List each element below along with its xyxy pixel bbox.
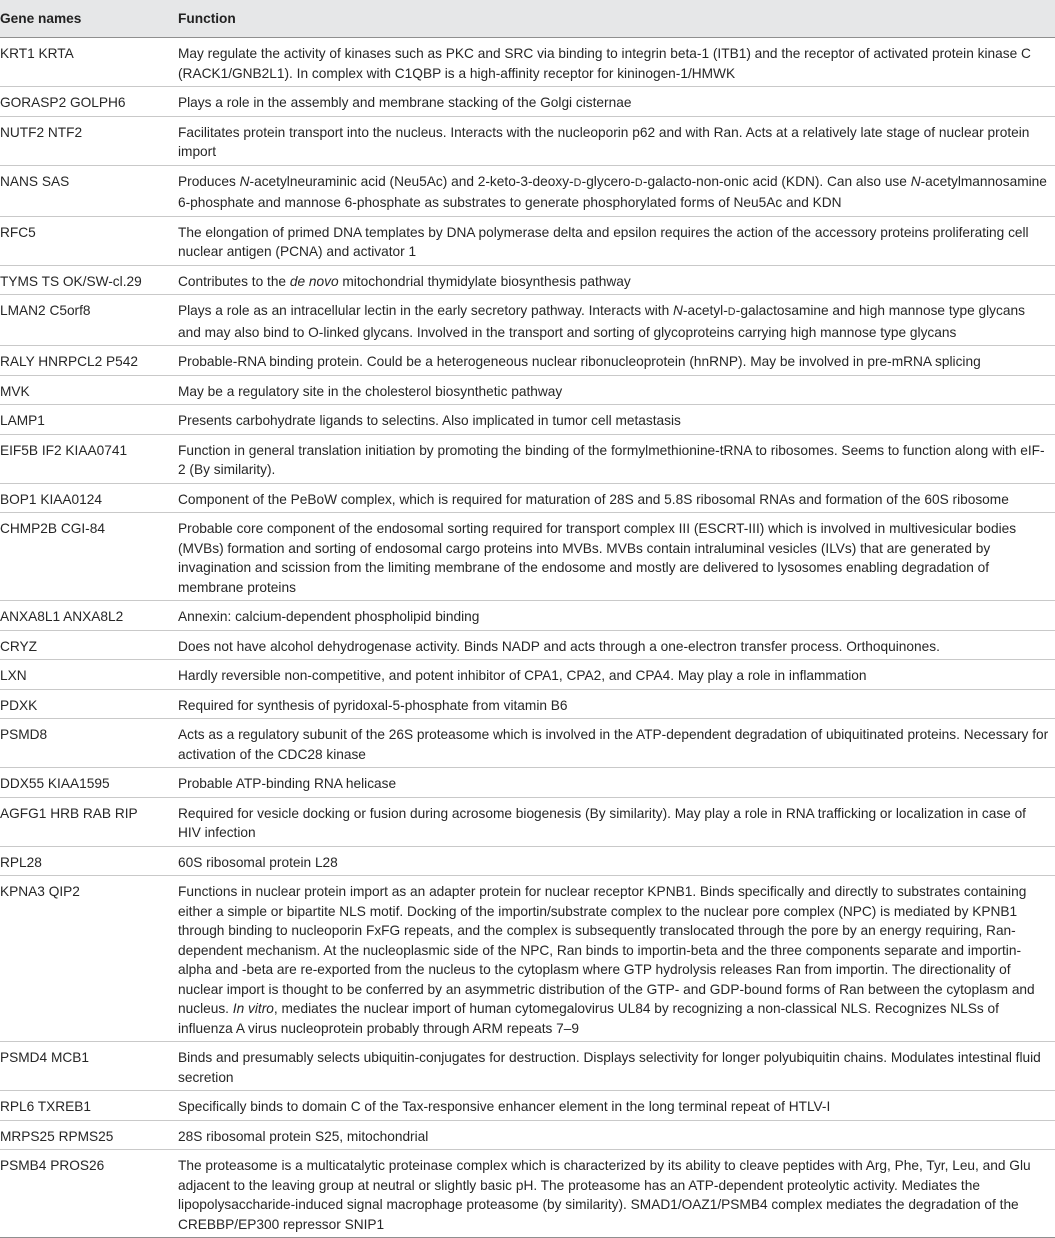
gene-name-cell: CHMP2B CGI-84 <box>0 513 173 601</box>
gene-name-cell: PSMD8 <box>0 719 173 768</box>
gene-name-cell: NANS SAS <box>0 165 173 216</box>
table-row <box>0 405 1055 435</box>
table-row <box>0 768 1055 798</box>
function-text: The elongation of primed DNA templates by DNA polymerase delta and epsilon requires the action of the accessory proteins proliferating cell nuclear antigen (PCNA) and activator 1 <box>178 224 1029 259</box>
header-row <box>0 0 1055 38</box>
function-text: May regulate the activity of kinases such as PKC and SRC via binding to integrin beta-1 (ITB1) and the receptor of activated protein kinase C (RACK1/GNB2L1). In complex with C1QBP is a high-affinity receptor for kininogen-1/HMWK <box>178 46 1031 81</box>
function-text: -galactosamine and high mannose type glycans and may also bind to O-linked glycans. Involved in the transport and sorting of glycoproteins carrying high mannose type glycans <box>178 303 1025 340</box>
gene-name-cell: BOP1 KIAA0124 <box>0 483 173 513</box>
italic-text: de novo <box>289 273 339 289</box>
function-text: -acetylmannosamine 6-phosphate and mannose 6-phosphate as substrates to generate phosphorylated forms of Neu5Ac and KDN <box>178 173 1047 210</box>
italic-text: N <box>239 173 250 189</box>
table-row <box>0 1042 1055 1091</box>
function-cell <box>173 1091 1055 1121</box>
table-row <box>0 689 1055 719</box>
function-text: Probable ATP-binding RNA helicase <box>178 776 397 791</box>
table-row <box>0 483 1055 513</box>
gene-name-cell: MRPS25 RPMS25 <box>0 1120 173 1150</box>
function-text: Required for vesicle docking or fusion during acrosome biogenesis (By similarity). May play a role in RNA trafficking or localization in case of HIV infection <box>178 805 1026 840</box>
function-cell <box>173 295 1055 346</box>
function-text: -acetylneuraminic acid (Neu5Ac) and 2-keto-3-deoxy- <box>249 173 574 189</box>
gene-name-cell: NUTF2 NTF2 <box>0 116 173 165</box>
function-text: Component of the PeBoW complex, which is required for maturation of 28S and 5.8S ribosomal RNAs and formation of the 60S ribosome <box>178 491 1009 507</box>
function-cell <box>173 797 1055 846</box>
function-text: The proteasome is a multicatalytic proteinase complex which is characterized by its ability to cleave peptides with Arg, Phe, Tyr, Leu, and Glu adjacent to the leaving group at neutral or slightly basic pH. The proteasome has an ATP-dependent proteolytic activity. Mediates the lipopolysaccharide-induced signal macrophage proteasome (by similarity). SMAD1/OAZ1/PSMB4 complex mediates the degradation of the CREBBP/EP300 repressor SNIP1 <box>178 1158 1031 1232</box>
table-row <box>0 87 1055 117</box>
italic-text: N <box>673 303 683 318</box>
function-text: Does not have alcohol dehydrogenase activity. Binds NADP and acts through a one-electron transfer process. Orthoquinones. <box>178 638 940 654</box>
gene-name-cell: LAMP1 <box>0 405 173 435</box>
function-cell <box>173 265 1055 295</box>
function-text: 60S ribosomal protein L28 <box>178 854 338 870</box>
table-row <box>0 876 1055 1042</box>
gene-name-cell: ANXA8L1 ANXA8L2 <box>0 601 173 631</box>
function-cell <box>173 1120 1055 1150</box>
function-text: Probable core component of the endosomal sorting required for transport complex III (ESCRT-III) which is involved in multivesicular bodies (MVBs) formation and sorting of endosomal cargo proteins into MVBs. MVBs contain intraluminal vesicles (ILVs) that are generated by invagination and scission from the limiting membrane of the endosome and mostly are delivered to lysosomes enabling degradation of membrane proteins <box>178 521 1017 595</box>
function-text: Presents carbohydrate ligands to selectins. Also implicated in tumor cell metastasis <box>178 413 681 428</box>
italic-text: In vitro <box>232 1001 274 1016</box>
function-cell <box>173 165 1055 216</box>
table-header <box>0 0 1055 38</box>
function-text: -acetyl- <box>682 303 728 318</box>
table-row <box>0 797 1055 846</box>
function-cell <box>173 513 1055 601</box>
gene-name-cell: RALY HNRPCL2 P542 <box>0 346 173 376</box>
function-text: Plays a role as an intracellular lectin in the early secretory pathway. Interacts with <box>178 303 674 318</box>
gene-name-cell: PSMD4 MCB1 <box>0 1042 173 1091</box>
gene-name-cell: MVK <box>0 375 173 405</box>
function-text: Plays a role in the assembly and membrane stacking of the Golgi cisternae <box>178 95 632 110</box>
gene-name-cell: KPNA3 QIP2 <box>0 876 173 1042</box>
function-cell <box>173 660 1055 690</box>
table-row <box>0 601 1055 631</box>
function-cell <box>173 768 1055 798</box>
function-cell <box>173 630 1055 660</box>
function-text: Required for synthesis of pyridoxal-5-phosphate from vitamin B6 <box>178 697 568 713</box>
function-text: Facilitates protein transport into the nucleus. Interacts with the nucleoporin p62 and with Ran. Acts at a relatively late stage of nuclear protein import <box>178 124 1030 159</box>
table-row <box>0 216 1055 265</box>
function-cell <box>173 346 1055 376</box>
function-cell <box>173 434 1055 483</box>
gene-name-cell: KRT1 KRTA <box>0 38 173 87</box>
function-text: Binds and presumably selects ubiquitin-conjugates for destruction. Displays selectivity for longer polyubiquitin chains. Modulates intestinal fluid secretion <box>178 1050 1041 1085</box>
table-row <box>0 434 1055 483</box>
gene-name-cell: LXN <box>0 660 173 690</box>
function-text: 28S ribosomal protein S25, mitochondrial <box>178 1128 429 1144</box>
gene-name-cell: DDX55 KIAA1595 <box>0 768 173 798</box>
table-row <box>0 165 1055 216</box>
function-cell <box>173 601 1055 631</box>
function-cell <box>173 846 1055 876</box>
function-text: Acts as a regulatory subunit of the 26S proteasome which is involved in the ATP-dependent degradation of ubiquitinated proteins. Necessary for activation of the CDC28 kinase <box>178 727 1049 762</box>
small-caps-text: D <box>634 176 643 189</box>
gene-name-cell: EIF5B IF2 KIAA0741 <box>0 434 173 483</box>
table-row <box>0 295 1055 346</box>
function-text: May be a regulatory site in the cholesterol biosynthetic pathway <box>178 383 563 399</box>
gene-name-cell: LMAN2 C5orf8 <box>0 295 173 346</box>
function-cell <box>173 1042 1055 1091</box>
function-text: Produces <box>178 173 240 189</box>
table-row <box>0 513 1055 601</box>
gene-name-cell: TYMS TS OK/SW-cl.29 <box>0 265 173 295</box>
function-cell <box>173 405 1055 435</box>
table-row <box>0 346 1055 376</box>
function-text: Annexin: calcium-dependent phospholipid binding <box>178 609 480 624</box>
gene-name-cell: PDXK <box>0 689 173 719</box>
function-text: Function in general translation initiation by promoting the binding of the formylmethionine-tRNA to ribosomes. Seems to function along with eIF-2 (By similarity). <box>178 442 1045 477</box>
function-cell <box>173 876 1055 1042</box>
function-cell <box>173 1150 1055 1238</box>
table-row <box>0 1150 1055 1238</box>
function-text: -glycero- <box>581 173 635 189</box>
gene-name-cell: CRYZ <box>0 630 173 660</box>
function-cell <box>173 719 1055 768</box>
function-cell <box>173 87 1055 117</box>
gene-name-cell: RPL28 <box>0 846 173 876</box>
function-text: mitochondrial thymidylate biosynthesis pathway <box>338 273 631 289</box>
function-cell <box>173 689 1055 719</box>
function-text: , mediates the nuclear import of human cytomegalovirus UL84 by recognizing a non-classical NLS. Recognizes NLSs of influenza A virus nucleoprotein probably through ARM repeats 7–9 <box>178 1001 999 1036</box>
table-row <box>0 846 1055 876</box>
table-row <box>0 719 1055 768</box>
function-cell <box>173 216 1055 265</box>
function-cell <box>173 483 1055 513</box>
table-row <box>0 375 1055 405</box>
function-text: Hardly reversible non-competitive, and potent inhibitor of CPA1, CPA2, and CPA4. May play a role in inflammation <box>178 668 867 683</box>
gene-name-cell: GORASP2 GOLPH6 <box>0 87 173 117</box>
italic-text: N <box>910 173 921 189</box>
header-function: Function <box>173 0 1055 38</box>
function-cell <box>173 116 1055 165</box>
function-cell <box>173 375 1055 405</box>
gene-name-cell: AGFG1 HRB RAB RIP <box>0 797 173 846</box>
gene-name-cell: RPL6 TXREB1 <box>0 1091 173 1121</box>
gene-name-cell: RFC5 <box>0 216 173 265</box>
function-text: Functions in nuclear protein import as an adapter protein for nuclear receptor KPNB1. Binds specifically and directly to substrates containing either a simple or bipartite NLS motif. Docking of the importin/substrate complex to the nuclear pore complex (NPC) is mediated by KPNB1 through binding to nucleoporin FxFG repeats, and the complex is subsequently translocated through the pore by an energy requiring, Ran-dependent mechanism. At the nucleoplasmic side of the NPC, Ran binds to importin-beta and the three components separate and importin-alpha and -beta are re-exported from the nucleus to the cytoplasm where GTP hydrolysis releases Ran from importin. The directionality of nuclear import is thought to be conferred by an asymmetric distribution of the GTP- and GDP-bound forms of Ran between the cytoplasm and nucleus. <box>178 884 1035 1016</box>
table-row <box>0 1091 1055 1121</box>
table-row <box>0 38 1055 87</box>
function-text: Contributes to the <box>178 273 290 289</box>
table-row <box>0 660 1055 690</box>
gene-name-cell: PSMB4 PROS26 <box>0 1150 173 1238</box>
table-row <box>0 265 1055 295</box>
function-text: -galacto-non-onic acid (KDN). Can also use <box>642 173 911 189</box>
table-row <box>0 116 1055 165</box>
header-gene-names: Gene names <box>0 0 173 38</box>
small-caps-text: D <box>573 176 582 189</box>
function-text: Probable-RNA binding protein. Could be a heterogeneous nuclear ribonucleoprotein (hnRNP). May be involved in pre-mRNA splicing <box>178 354 981 369</box>
table-body <box>0 38 1055 1238</box>
function-cell <box>173 38 1055 87</box>
table-row <box>0 1120 1055 1150</box>
table-row <box>0 630 1055 660</box>
small-caps-text: D <box>727 306 736 318</box>
function-text: Specifically binds to domain C of the Tax-responsive enhancer element in the long terminal repeat of HTLV-I <box>178 1099 831 1114</box>
